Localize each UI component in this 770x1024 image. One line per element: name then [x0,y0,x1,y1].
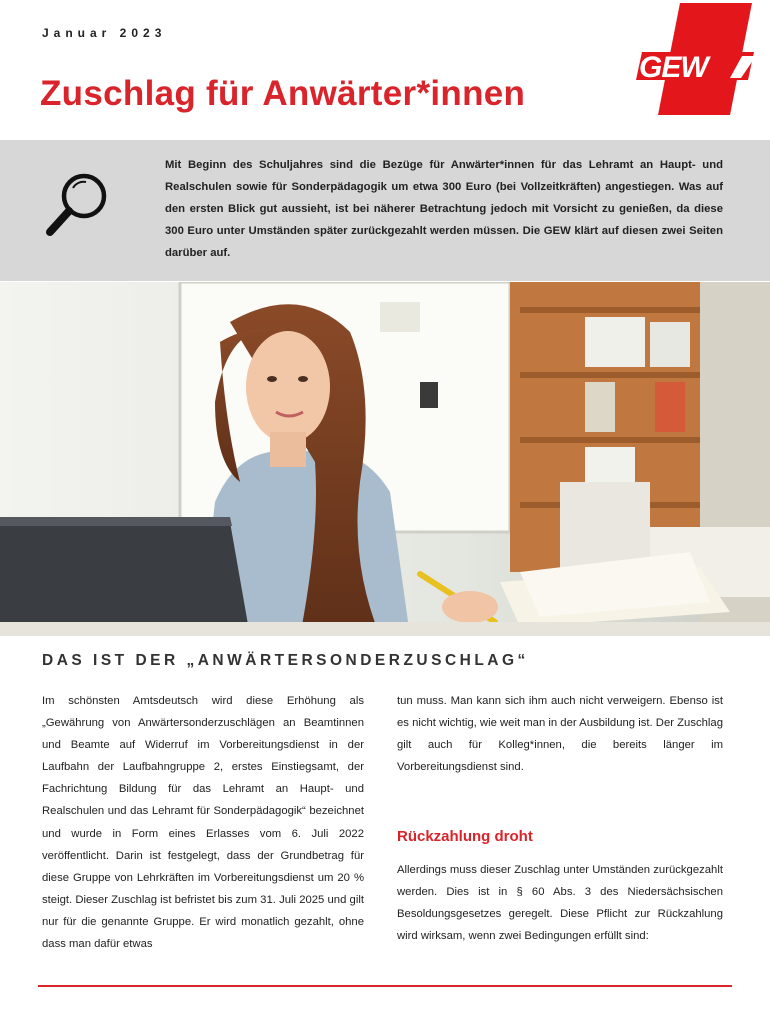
section-title: DAS IST DER „ANWÄRTERSONDERZUSCHLAG“ [42,652,529,669]
magnifier-icon [40,168,112,240]
body-text-right-2: Allerdings muss dieser Zuschlag unter Umständen zurückgezahlt werden. Dies ist in § 60 Abs. 3 des Niedersächsischen Besoldungsgesetzes geregelt. Diese Pflicht zur Rückzahlung wird wirksam, wenn zwei Bedingungen erfüllt sind: [397,864,723,943]
intro-text: Mit Beginn des Schuljahres sind die Bezüge für Anwärter*innen für das Lehramt an Haupt- und Realschulen sowie für Sonderpädagogik um etwa 300 Euro (bei Vollzeitkräften) angestiegen. Was auf den ersten Blick gut aussieht, ist bei näherer Betrachtung jedoch mit Vorsicht zu genießen, da diese 300 Euro unter Umständen später zurückgezahlt werden müssen. Die GEW klärt auf diesen zwei Seiten darüber auf. [165,159,723,259]
teacher-photo [0,282,770,636]
page-title: Zuschlag für Anwärter*innen [40,74,526,113]
issue-date: Januar 2023 [42,26,167,40]
footer-rule [38,985,732,987]
svg-text:GEW: GEW [639,51,708,84]
body-text-right: tun muss. Man kann sich ihm auch nicht verweigern. Ebenso ist es nicht wichtig, wie weit man in der Ausbildung ist. Der Zuschlag gilt auch für Kolleg*innen, die bereits länger im Vorbereitungsdienst sind. [397,695,723,774]
body-text-left: Im schönsten Amtsdeutsch wird diese Erhöhung als „Gewährung von Anwärtersonderzuschlägen an Beamtinnen und Beamte auf Widerruf im Vorbereitungsdienst in der Laufbahn der Laufbahngruppe 2, erstes Einstiegsamt, der Fachrichtung Bildung für das Lehramt an Haupt- und Realschulen und das Lehramt für Sonderpädagogik“ bezeichnet und wurde in Form eines Erlasses vom 6. Juli 2022 veröffentlicht. Darin ist festgelegt, dass der Grundbetrag für diese Gruppe von Lehrkräften im Vorbereitungsdienst um 20 % steigt. Dieser Zuschlag ist befristet bis zum 31. Juli 2025 und gilt nur für die genannte Gruppe. Er wird monatlich gezahlt, ohne dass man dafür etwas [42,695,364,951]
gew-logo [630,0,760,120]
subheading: Rückzahlung droht [397,828,533,845]
